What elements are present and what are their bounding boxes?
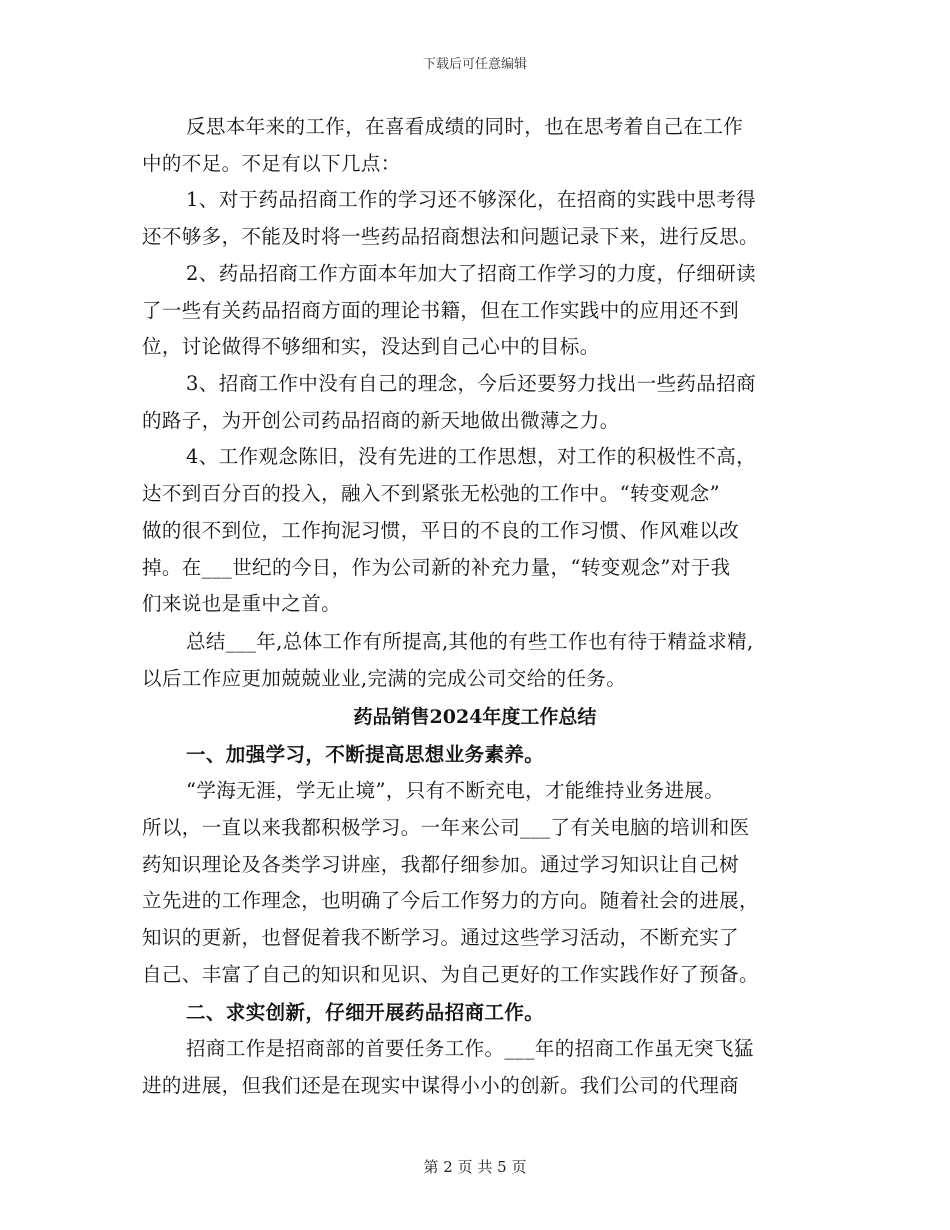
paragraph-line: 达不到百分百的投入，融入不到紧张无松弛的工作中。“转变观念” [142, 482, 720, 505]
paragraph-line: 掉。在___世纪的今日，作为公司新的补充力量，“转变观念”对于我 [142, 556, 731, 579]
section-heading: 一、加强学习，不断提高思想业务素养。 [186, 743, 545, 766]
paragraph-line: 1、对于药品招商工作的学习还不够深化，在招商的实践中思考得 [186, 188, 757, 211]
paragraph-line: 的路子，为开创公司药品招商的新天地做出微薄之力。 [142, 409, 620, 432]
paragraph-line: 做的很不到位，工作拘泥习惯，平日的不良的工作习惯、作风难以改 [142, 519, 740, 542]
paragraph-line: 4、工作观念陈旧，没有先进的工作思想，对工作的积极性不高， [186, 445, 757, 468]
paragraph-line: 总结___年,总体工作有所提高,其他的有些工作也有待于精益求精, [186, 630, 754, 653]
section-title: 药品销售2024年度工作总结 [353, 706, 597, 728]
paragraph-line: 知识的更新，也督促着我不断学习。通过这些学习活动，不断充实了 [142, 926, 740, 949]
page-footer: 第 2 页 共 5 页 [423, 1158, 527, 1176]
paragraph-line: 位，讨论做得不够细和实，没达到自己心中的目标。 [142, 335, 600, 358]
paragraph-line: 自己、丰富了自己的知识和见识、为自己更好的工作实践作好了预备。 [142, 963, 759, 986]
paragraph-line: 所以，一直以来我都积极学习。一年来公司___了有关电脑的培训和医 [142, 816, 750, 839]
paragraph-line: 们来说也是重中之首。 [142, 592, 342, 615]
paragraph-line: 进的进展，但我们还是在现实中谋得小小的创新。我们公司的代理商 [142, 1074, 740, 1097]
paragraph-line: 了一些有关药品招商方面的理论书籍，但在工作实践中的应用还不到 [142, 299, 740, 322]
page-header: 下载后可任意编辑 [422, 57, 527, 72]
paragraph-line: “学海无涯，学无止境”，只有不断充电，才能维持业务进展。 [186, 779, 725, 802]
paragraph-line: 立先进的工作理念，也明确了今后工作努力的方向。随着社会的进展， [142, 889, 759, 912]
paragraph-line: 反思本年来的工作，在喜看成绩的同时，也在思考着自己在工作 [186, 115, 744, 138]
paragraph-line: 2、药品招商工作方面本年加大了招商工作学习的力度，仔细研读 [186, 262, 757, 285]
paragraph-line: 药知识理论及各类学习讲座，我都仔细参加。通过学习知识让自己树 [142, 853, 740, 876]
paragraph-line: 招商工作是招商部的首要任务工作。___年的招商工作虽无突飞猛 [186, 1037, 754, 1060]
paragraph-line: 还不够多，不能及时将一些药品招商想法和问题记录下来，进行反思。 [142, 225, 759, 248]
paragraph-line: 以后工作应更加兢兢业业,完满的完成公司交给的任务。 [142, 667, 627, 690]
paragraph-line: 中的不足。不足有以下几点： [142, 152, 401, 175]
paragraph-line: 3、招商工作中没有自己的理念，今后还要努力找出一些药品招商 [186, 372, 757, 395]
section-heading: 二、求实创新，仔细开展药品招商工作。 [186, 1001, 545, 1024]
